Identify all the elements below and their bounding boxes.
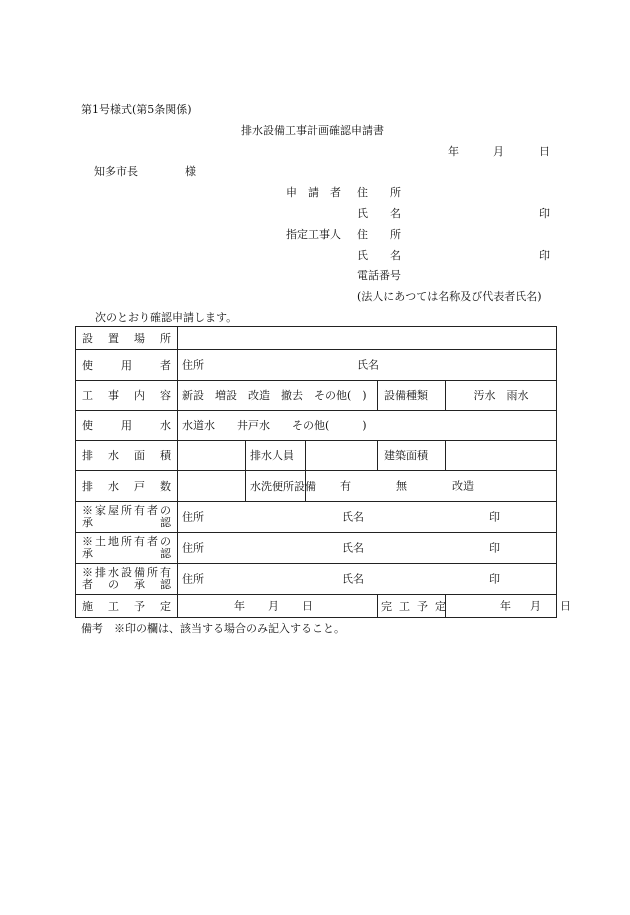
end-date-field[interactable]: 年 月 日 <box>446 595 557 618</box>
land-consent-field[interactable]: 住所 氏名 印 <box>178 533 557 564</box>
work-options[interactable]: 新設 増設 改造 撤去 その他( ) <box>178 381 378 411</box>
applicant-address-label: 住 所 <box>357 186 401 199</box>
row-location <box>76 327 557 350</box>
row-land-consent <box>76 533 557 564</box>
applicant-name-label: 氏 名 <box>357 207 401 220</box>
contractor-name-label: 氏 名 <box>357 249 401 262</box>
date-day: 日 <box>539 145 550 158</box>
building-area-field[interactable] <box>446 441 557 471</box>
households-label: 排水戸数 <box>76 471 178 502</box>
drain-consent-field[interactable]: 住所 氏名 印 <box>178 564 557 595</box>
contractor-label: 指定工事人 <box>286 228 341 241</box>
building-area-label: 建築面積 <box>378 441 446 471</box>
row-user <box>76 350 557 381</box>
date-year: 年 <box>448 145 459 158</box>
location-label: 設置場所 <box>76 327 178 350</box>
user-label: 使用者 <box>76 350 178 381</box>
toilet-options[interactable] <box>306 471 557 502</box>
applicant-label: 申 請 者 <box>286 186 341 199</box>
contractor-seal: 印 <box>539 249 550 262</box>
drain-consent-label: ※排水設備所有 者の承認 <box>76 564 178 595</box>
house-consent-field[interactable]: 住所 氏名 印 <box>178 502 557 533</box>
toilet-yes: 有 <box>340 479 351 493</box>
start-date-field[interactable]: 年 月 日 <box>178 595 378 618</box>
row-households <box>76 471 557 502</box>
house-consent-label: ※家屋所有者の 承 認 <box>76 502 178 533</box>
addressee-honorific: 様 <box>185 165 196 178</box>
water-label: 使用水 <box>76 411 178 441</box>
addressee-name: 知多市長 <box>94 165 138 178</box>
facility-type-label: 設備種類 <box>378 381 446 411</box>
application-table <box>75 326 571 618</box>
persons-label: 排水人員 <box>246 441 306 471</box>
applicant-seal: 印 <box>539 207 550 220</box>
end-label: 完工予定 <box>378 595 446 618</box>
land-consent-label: ※土地所有者の 承 認 <box>76 533 178 564</box>
toilet-no: 無 <box>396 479 407 493</box>
row-water <box>76 411 557 441</box>
form-number: 第1号様式(第5条関係) <box>81 103 192 116</box>
row-work <box>76 381 557 411</box>
persons-field[interactable] <box>306 441 378 471</box>
contractor-phone-label: 電話番号 <box>357 269 401 282</box>
area-field[interactable] <box>178 441 246 471</box>
user-name-label: 氏名 <box>357 358 379 372</box>
households-field[interactable] <box>178 471 246 502</box>
work-label: 工事内容 <box>76 381 178 411</box>
form-title: 排水設備工事計画確認申請書 <box>241 124 384 137</box>
contractor-address-label: 住 所 <box>357 228 401 241</box>
row-drain-consent <box>76 564 557 595</box>
toilet-modify: 改造 <box>452 479 474 493</box>
water-options[interactable]: 水道水 井戸水 その他( ) <box>178 411 557 441</box>
location-field[interactable] <box>178 327 557 350</box>
intro-text: 次のとおり確認申請します。 <box>95 311 238 324</box>
toilet-label: 水洗便所設備 <box>246 471 306 502</box>
facility-type-options[interactable]: 汚水 雨水 <box>446 381 557 411</box>
user-address-label: 住所 <box>182 358 204 372</box>
row-area <box>76 441 557 471</box>
row-schedule <box>76 595 557 618</box>
date-month: 月 <box>493 145 504 158</box>
row-house-consent <box>76 502 557 533</box>
remarks: 備考 ※印の欄は、該当する場合のみ記入すること。 <box>81 622 345 635</box>
start-label: 施工予定 <box>76 595 178 618</box>
area-label: 排水面積 <box>76 441 178 471</box>
user-field[interactable] <box>178 350 557 381</box>
corporate-note: (法人にあつては名称及び代表者氏名) <box>357 290 542 303</box>
